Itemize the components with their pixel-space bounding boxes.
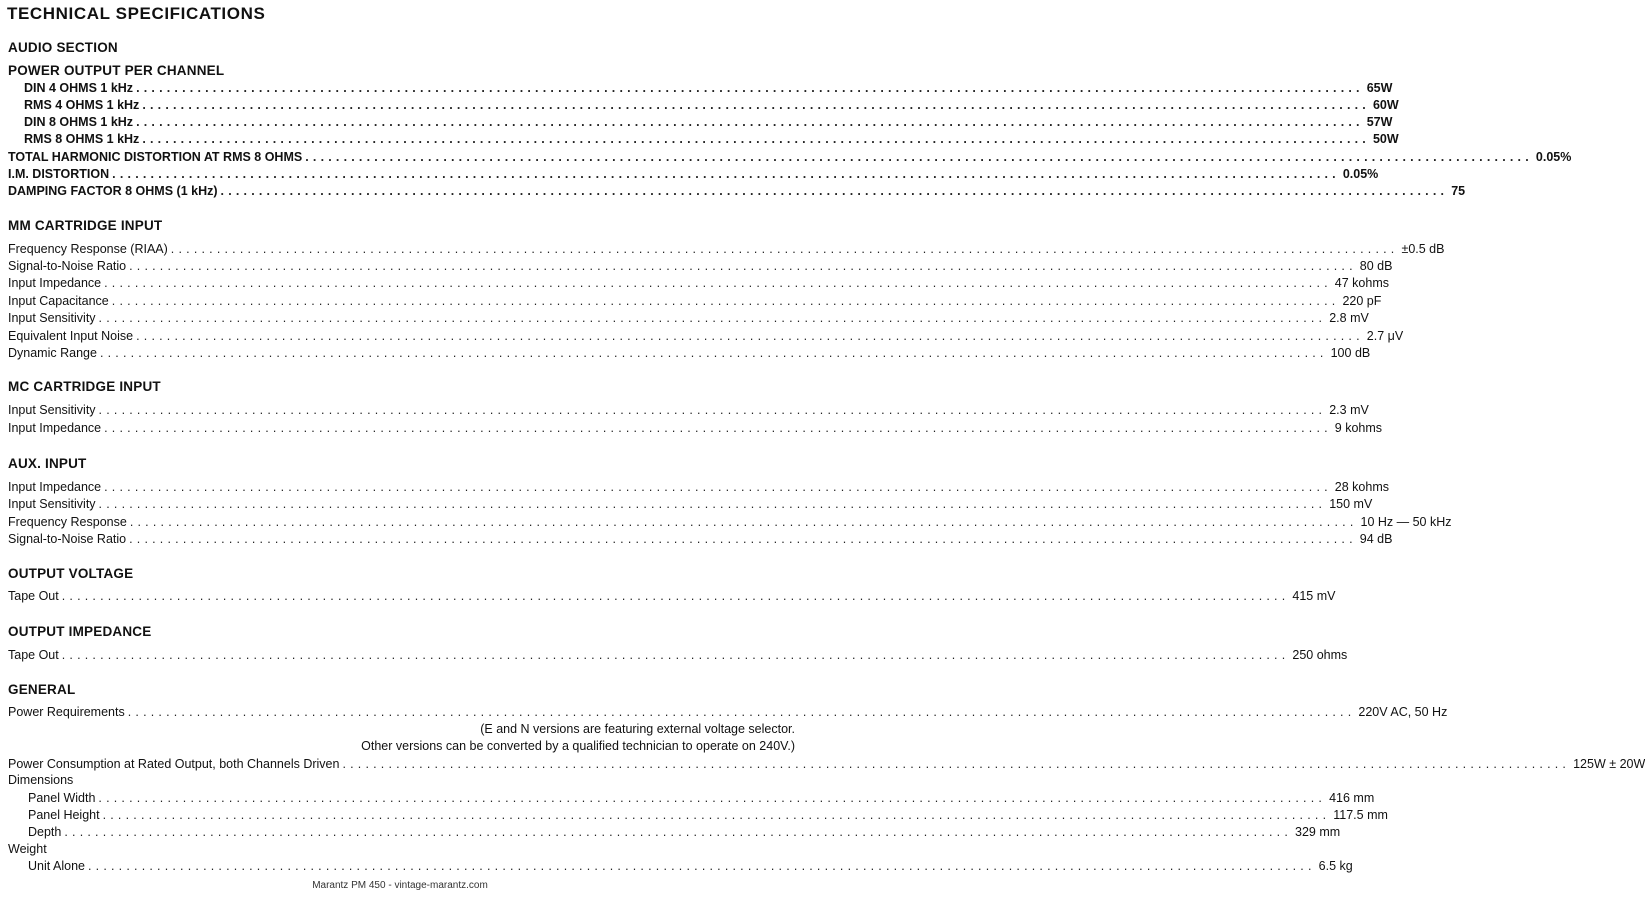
dot-leader: ................................................................................................................................................................	[98, 791, 1327, 805]
spec-label: DIN 4 OHMS 1 kHz	[24, 81, 134, 95]
spec-row	[8, 327, 1404, 344]
dot-leader: ................................................................................................................................................................	[142, 132, 1370, 146]
dot-leader: ................................................................................................................................................................	[61, 648, 1290, 662]
spec-value: 75	[1451, 184, 1466, 198]
spec-value: 50W	[1372, 132, 1399, 146]
section-heading-audio: AUDIO SECTION	[8, 40, 118, 55]
spec-label: Panel Width	[28, 791, 96, 805]
spec-value: 117.5 mm	[1333, 808, 1388, 822]
spec-row	[8, 182, 1466, 199]
spec-value: 220V AC, 50 Hz	[1358, 705, 1448, 719]
section-heading-mc-cartridge: MC CARTRIDGE INPUT	[8, 379, 161, 394]
dot-leader: ................................................................................................................................................................	[112, 167, 1340, 181]
spec-value: 100 dB	[1330, 346, 1371, 360]
spec-row	[28, 806, 1388, 823]
spec-row	[24, 96, 1399, 113]
spec-label: DIN 8 OHMS 1 kHz	[24, 115, 134, 129]
page-footer: Marantz PM 450 - vintage-marantz.com	[312, 880, 488, 891]
spec-row	[8, 513, 1452, 530]
spec-value: 416 mm	[1329, 791, 1375, 805]
spec-label: Tape Out	[8, 589, 59, 603]
spec-value: 2.7 μV	[1366, 329, 1404, 343]
spec-label: Input Capacitance	[8, 294, 109, 308]
dot-leader: ................................................................................................................................................................	[127, 705, 1356, 719]
dot-leader: ................................................................................................................................................................	[98, 497, 1327, 511]
dot-leader: ................................................................................................................................................................	[136, 81, 1364, 95]
spec-row	[8, 165, 1379, 182]
spec-label: Equivalent Input Noise	[8, 329, 134, 343]
spec-row	[8, 292, 1382, 309]
spec-label: Frequency Response	[8, 515, 127, 529]
spec-value: ±0.5 dB	[1401, 242, 1445, 256]
section-heading-output-voltage: OUTPUT VOLTAGE	[8, 566, 134, 581]
spec-value: 10 Hz — 50 kHz	[1360, 515, 1452, 529]
spec-value: 47 kohms	[1334, 276, 1389, 290]
spec-label: TOTAL HARMONIC DISTORTION AT RMS 8 OHMS	[8, 150, 303, 164]
dimensions-label: Dimensions	[8, 773, 74, 787]
spec-value: 0.05%	[1342, 167, 1379, 181]
section-heading-mm-cartridge: MM CARTRIDGE INPUT	[8, 218, 163, 233]
spec-value: 94 dB	[1359, 532, 1393, 546]
spec-label: Unit Alone	[28, 859, 85, 873]
spec-label: Input Impedance	[8, 276, 102, 290]
spec-row	[8, 401, 1369, 418]
spec-row	[8, 240, 1445, 257]
dot-leader: ................................................................................................................................................................	[111, 294, 1340, 308]
dot-leader: ................................................................................................................................................................	[170, 242, 1399, 256]
spec-label: Frequency Response (RIAA)	[8, 242, 168, 256]
spec-value: 250 ohms	[1292, 648, 1348, 662]
voltage-note-line-1: (E and N versions are featuring external voltage selector.	[480, 722, 795, 736]
spec-row	[8, 703, 1448, 720]
subheading-power-output: POWER OUTPUT PER CHANNEL	[8, 63, 225, 78]
dot-leader: ................................................................................................................................................................	[129, 259, 1357, 273]
spec-label: DAMPING FACTOR 8 OHMS (1 kHz)	[8, 184, 218, 198]
dot-leader: ................................................................................................................................................................	[98, 311, 1327, 325]
spec-value: 28 kohms	[1334, 480, 1389, 494]
spec-row	[24, 130, 1399, 147]
dot-leader: ................................................................................................................................................................	[104, 421, 1332, 435]
spec-label: Tape Out	[8, 648, 59, 662]
spec-value: 125W ± 20W	[1573, 757, 1645, 771]
spec-label: Power Requirements	[8, 705, 125, 719]
spec-label: RMS 4 OHMS 1 kHz	[24, 98, 140, 112]
spec-row	[8, 755, 1645, 772]
spec-label: Input Sensitivity	[8, 311, 96, 325]
spec-value: 220 pF	[1342, 294, 1382, 308]
page-title: TECHNICAL SPECIFICATIONS	[7, 4, 266, 23]
section-heading-aux-input: AUX. INPUT	[8, 456, 87, 471]
spec-label: Dynamic Range	[8, 346, 97, 360]
spec-label: I.M. DISTORTION	[8, 167, 110, 181]
spec-label: Depth	[28, 825, 62, 839]
dot-leader: ................................................................................................................................................................	[129, 532, 1357, 546]
spec-row	[28, 857, 1353, 874]
spec-row	[24, 113, 1393, 130]
spec-value: 329 mm	[1295, 825, 1341, 839]
spec-row	[8, 478, 1389, 495]
dot-leader: ................................................................................................................................................................	[220, 184, 1449, 198]
dot-leader: ................................................................................................................................................................	[129, 515, 1358, 529]
spec-row	[8, 257, 1393, 274]
spec-row	[8, 309, 1369, 326]
dot-leader: ................................................................................................................................................................	[104, 276, 1332, 290]
spec-value: 2.8 mV	[1329, 311, 1369, 325]
spec-value: 6.5 kg	[1318, 859, 1353, 873]
spec-row	[8, 495, 1373, 512]
spec-label: Input Impedance	[8, 480, 102, 494]
spec-label: RMS 8 OHMS 1 kHz	[24, 132, 140, 146]
dot-leader: ................................................................................................................................................................	[98, 403, 1327, 417]
dot-leader: ................................................................................................................................................................	[64, 825, 1293, 839]
spec-label: Input Impedance	[8, 421, 102, 435]
dot-leader: ................................................................................................................................................................	[87, 859, 1316, 873]
spec-row	[28, 789, 1375, 806]
spec-label: Panel Height	[28, 808, 100, 822]
dot-leader: ................................................................................................................................................................	[142, 98, 1370, 112]
section-heading-output-impedance: OUTPUT IMPEDANCE	[8, 624, 152, 639]
spec-value: 80 dB	[1359, 259, 1393, 273]
dot-leader: ................................................................................................................................................................	[102, 808, 1331, 822]
dot-leader: ................................................................................................................................................................	[104, 480, 1332, 494]
spec-row	[8, 148, 1572, 165]
dot-leader: ................................................................................................................................................................	[99, 346, 1328, 360]
spec-value: 60W	[1372, 98, 1399, 112]
weight-label: Weight	[8, 842, 47, 856]
spec-label: Input Sensitivity	[8, 497, 96, 511]
dot-leader: ................................................................................................................................................................	[61, 589, 1290, 603]
spec-value: 57W	[1366, 115, 1393, 129]
spec-label: Signal-to-Noise Ratio	[8, 259, 127, 273]
dot-leader: ................................................................................................................................................................	[136, 115, 1364, 129]
spec-row	[8, 587, 1336, 604]
spec-row	[8, 646, 1348, 663]
spec-row	[28, 823, 1341, 840]
spec-row	[8, 419, 1383, 436]
spec-label: Input Sensitivity	[8, 403, 96, 417]
spec-row	[24, 79, 1393, 96]
spec-value: 9 kohms	[1334, 421, 1383, 435]
spec-row	[8, 344, 1371, 361]
spec-value: 415 mV	[1292, 589, 1336, 603]
spec-value: 65W	[1366, 81, 1393, 95]
dot-leader: ................................................................................................................................................................	[342, 757, 1571, 771]
dot-leader: ................................................................................................................................................................	[305, 150, 1533, 164]
spec-row	[8, 274, 1389, 291]
spec-label: Power Consumption at Rated Output, both Channels Driven	[8, 757, 340, 771]
voltage-note-line-2: Other versions can be converted by a qualified technician to operate on 240V.)	[361, 739, 795, 753]
spec-value: 2.3 mV	[1329, 403, 1369, 417]
spec-label: Signal-to-Noise Ratio	[8, 532, 127, 546]
dot-leader: ................................................................................................................................................................	[136, 329, 1364, 343]
spec-value: 150 mV	[1329, 497, 1373, 511]
spec-value: 0.05%	[1535, 150, 1572, 164]
spec-row	[8, 530, 1393, 547]
section-heading-general: GENERAL	[8, 682, 76, 697]
